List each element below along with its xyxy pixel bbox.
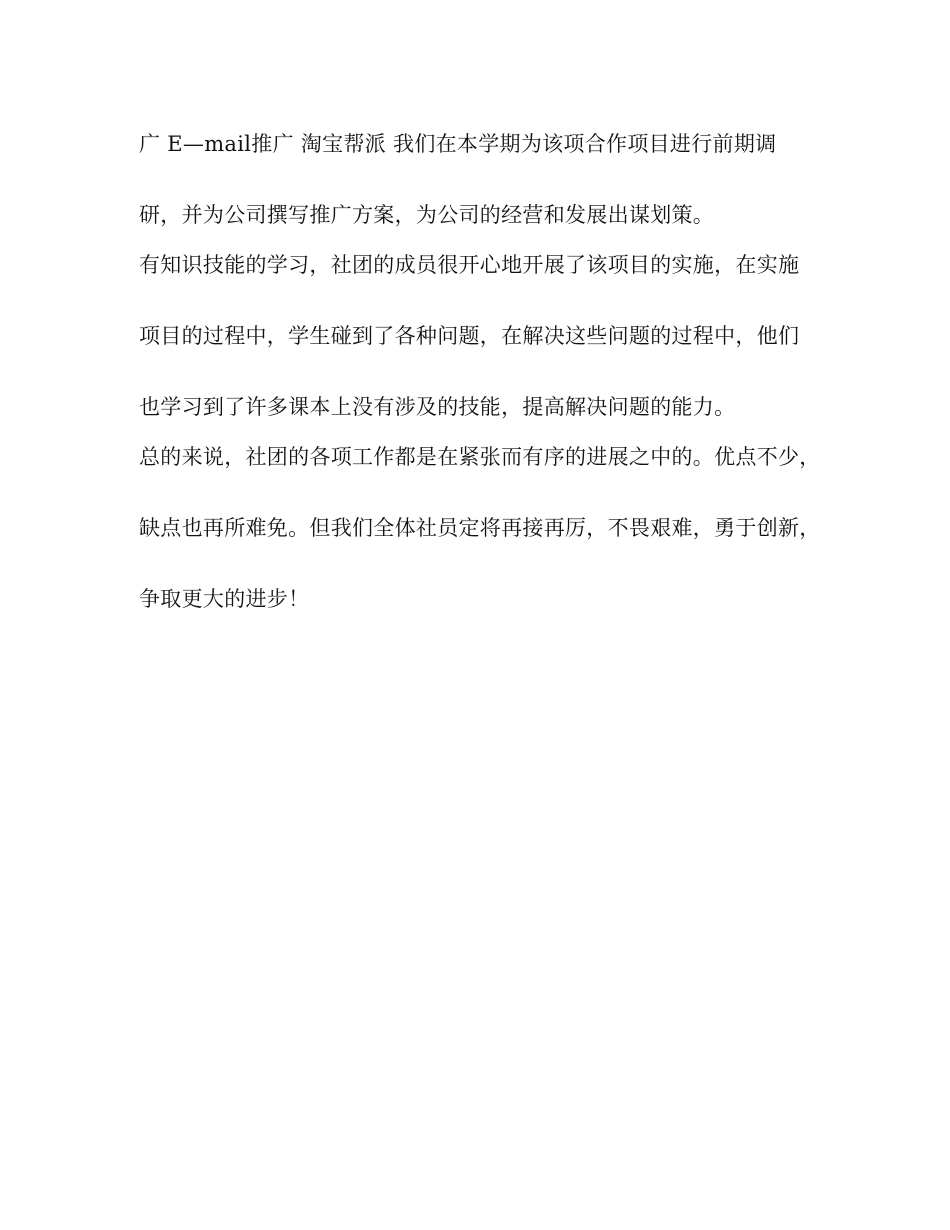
text-line: 有知识技能的学习，社团的成员很开心地开展了该项目的实施，在实施 bbox=[139, 253, 800, 277]
paragraph-promotion bbox=[139, 128, 839, 249]
text-line: 广 E—mail推广 淘宝帮派 我们在本学期为该项合作项目进行前期调 bbox=[139, 132, 777, 156]
text-line: 缺点也再所难免。但我们全体社员定将再接再厉，不畏艰难，勇于创新， bbox=[139, 516, 821, 540]
text-line: 研，并为公司撰写推广方案，为公司的经营和发展出谋划策。 bbox=[139, 203, 715, 227]
paragraph-summary bbox=[139, 441, 839, 633]
text-line: 项目的过程中，学生碰到了各种问题，在解决这些问题的过程中，他们 bbox=[139, 324, 800, 348]
paragraph-project-implementation bbox=[139, 249, 839, 441]
text-line: 也学习到了许多课本上没有涉及的技能，提高解决问题的能力。 bbox=[139, 395, 736, 419]
text-line: 争取更大的进步！ bbox=[139, 587, 310, 611]
text-line: 总的来说，社团的各项工作都是在紧张而有序的进展之中的。优点不少， bbox=[139, 445, 821, 469]
document-body bbox=[139, 128, 839, 633]
